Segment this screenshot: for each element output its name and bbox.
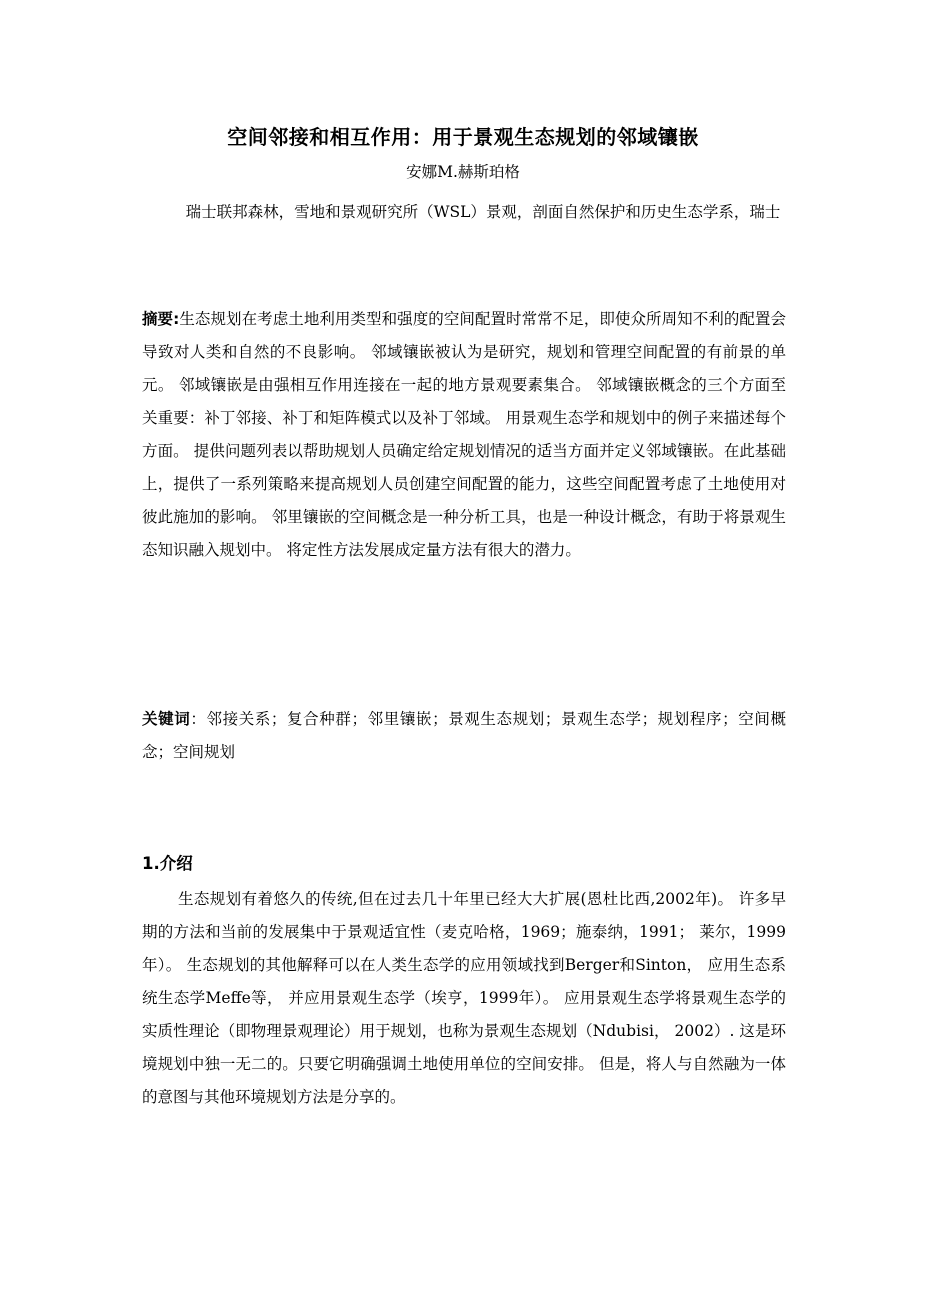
author-affiliation: 瑞士联邦森林，雪地和景观研究所（WSL）景观，剖面自然保护和历史生态学系，瑞士: [185, 203, 781, 221]
author-name: 安娜M.赫斯珀格: [406, 163, 520, 181]
section-heading-introduction: 1.介绍: [142, 854, 193, 873]
paper-title: 空间邻接和相互作用：用于景观生态规划的邻域镶嵌: [227, 125, 699, 149]
abstract-label: 摘要:: [142, 310, 180, 328]
keywords-label: 关键词: [142, 710, 191, 728]
keywords: [142, 703, 786, 769]
introduction-paragraph: 生态规划有着悠久的传统,但在过去几十年里已经大大扩展(恩杜比西,2002年)。 许多早期的方法和当前的发展集中于景观适宜性（麦克哈格，1969；施泰纳，1991； 莱尔，1999年）。 生态规划的其他解释可以在人类生态学的应用领域找到Berger和Sinton， 应用生态系统生态学Meffe等， 并应用景观生态学（埃亨，1999年）。 应用景观生态学将景观生态学的实质性理论（即物理景观理论）用于规划，也称为景观生态规划（Ndubisi， 2002）. 这是环境规划中独一无二的。只要它明确强调土地使用单位的空间安排。 但是，将人与自然融为一体的意图与其他环境规划方法是分享的。: [142, 890, 786, 1106]
abstract: [142, 303, 786, 567]
keywords-text: ：邻接关系；复合种群；邻里镶嵌；景观生态规划；景观生态学；规划程序；空间概念；空间规划: [142, 710, 786, 761]
abstract-text: 生态规划在考虑土地利用类型和强度的空间配置时常常不足，即使众所周知不利的配置会导致对人类和自然的不良影响。 邻域镶嵌被认为是研究，规划和管理空间配置的有前景的单元。 邻域镶嵌是由强相互作用连接在一起的地方景观要素集合。 邻域镶嵌概念的三个方面至关重要：补丁邻接、补丁和矩阵模式以及补丁邻域。 用景观生态学和规划中的例子来描述每个方面。 提供问题列表以帮助规划人员确定给定规划情况的适当方面并定义邻域镶嵌。在此基础上，提供了一系列策略来提高规划人员创建空间配置的能力，这些空间配置考虑了土地使用对彼此施加的影响。 邻里镶嵌的空间概念是一种分析工具，也是一种设计概念，有助于将景观生态知识融入规划中。 将定性方法发展成定量方法有很大的潜力。: [142, 310, 786, 559]
